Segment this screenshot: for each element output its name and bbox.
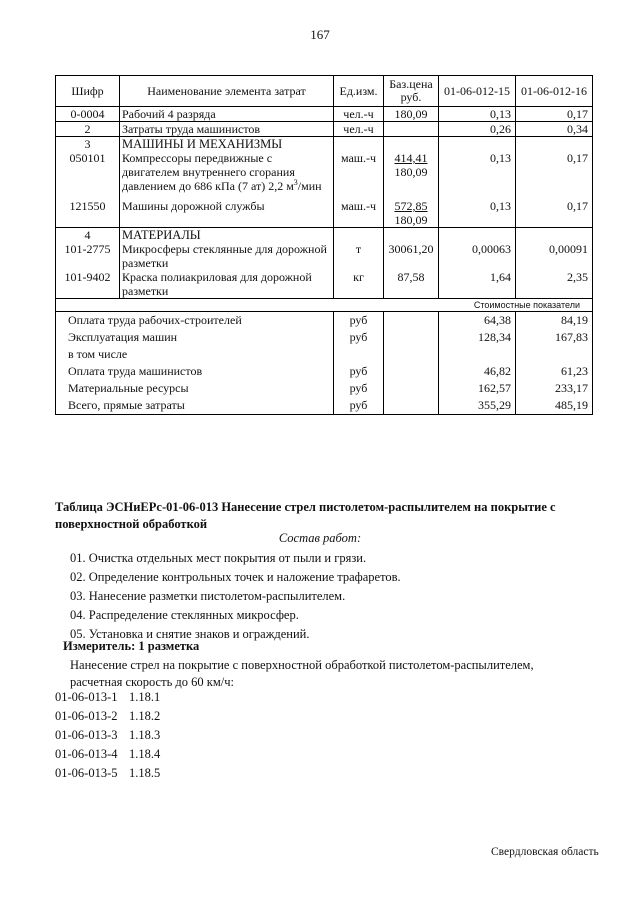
cell-value-2: 0,34 bbox=[516, 122, 593, 137]
cell-value-1: 0,13 bbox=[439, 107, 516, 122]
meter-label: Измеритель: 1 разметка bbox=[63, 639, 200, 653]
cell-name: Машины дорожной службы bbox=[120, 199, 334, 228]
cell-unit: чел.-ч bbox=[334, 107, 384, 122]
summary-unit: руб bbox=[334, 363, 384, 380]
summary-value-2: 84,19 bbox=[516, 312, 593, 330]
summary-label: в том числе bbox=[56, 346, 334, 363]
cell-code: 101-2775 bbox=[56, 242, 120, 270]
section-row bbox=[56, 137, 593, 152]
cell-name: Краска полиакриловая для дорожной разметки bbox=[120, 270, 334, 299]
summary-row bbox=[56, 380, 593, 397]
cell-name-tail: /мин bbox=[297, 179, 322, 193]
header-code: Шифр bbox=[56, 76, 120, 107]
code-item bbox=[55, 726, 160, 745]
header-name: Наименование элемента затрат bbox=[120, 76, 334, 107]
work-composition-heading: Состав работ: bbox=[278, 531, 362, 545]
table-row bbox=[56, 199, 593, 228]
cell-value-2: 0,17 bbox=[516, 199, 593, 228]
cell-unit: маш.-ч bbox=[334, 151, 384, 199]
cell-price bbox=[384, 151, 439, 199]
summary-row bbox=[56, 363, 593, 380]
cell-code: 121550 bbox=[56, 199, 120, 228]
summary-label: Всего, прямые затраты bbox=[56, 397, 334, 415]
cell-price-secondary: 180,09 bbox=[394, 165, 428, 179]
cell-price: 30061,20 bbox=[384, 242, 439, 270]
header-col1: 01-06-012-15 bbox=[439, 76, 516, 107]
code: 01-06-013-3 bbox=[55, 728, 118, 742]
page-number: 167 bbox=[310, 27, 330, 42]
list-item: 03. Нанесение разметки пистолетом-распылителем. bbox=[70, 589, 346, 603]
list-item: 05. Установка и снятие знаков и ограждений. bbox=[70, 627, 310, 641]
code: 01-06-013-4 bbox=[55, 747, 118, 761]
code: 01-06-013-1 bbox=[55, 690, 118, 704]
table-row bbox=[56, 122, 593, 137]
cell-value-1: 0,13 bbox=[439, 151, 516, 199]
cell-value-1: 0,13 bbox=[439, 199, 516, 228]
summary-label: Эксплуатация машин bbox=[56, 329, 334, 346]
summary-row bbox=[56, 397, 593, 415]
code-list bbox=[55, 688, 160, 783]
cell-value-1: 0,00063 bbox=[439, 242, 516, 270]
description: Нанесение стрел на покрытие с поверхностной обработкой пистолетом-распылителем, расчетная скорость до 60 км/ч: bbox=[70, 658, 534, 689]
cell-price: 87,58 bbox=[384, 270, 439, 299]
footer-region: Свердловская область bbox=[491, 846, 599, 858]
section-code: 4 bbox=[56, 228, 120, 243]
cell-value-2: 0,17 bbox=[516, 151, 593, 199]
summary-value-2: 485,19 bbox=[516, 397, 593, 415]
cell-value-1: 0,26 bbox=[439, 122, 516, 137]
code-item bbox=[55, 745, 160, 764]
table-row bbox=[56, 270, 593, 299]
list-item: 04. Распределение стеклянных микросфер. bbox=[70, 608, 299, 622]
section-title: МАТЕРИАЛЫ bbox=[120, 228, 334, 243]
summary-unit: руб bbox=[334, 312, 384, 330]
resource-cost-table bbox=[55, 75, 593, 415]
cost-indicators-label: Стоимостные показатели bbox=[56, 299, 593, 312]
section-code: 3 bbox=[56, 137, 120, 152]
table-row bbox=[56, 242, 593, 270]
list-item: 01. Очистка отдельных мест покрытия от пыли и грязи. bbox=[70, 551, 367, 565]
code-ref: 1.18.3 bbox=[129, 728, 161, 742]
code-item bbox=[55, 764, 160, 783]
code-ref: 1.18.2 bbox=[129, 709, 161, 723]
summary-unit: руб bbox=[334, 329, 384, 346]
code: 01-06-013-2 bbox=[55, 709, 118, 723]
section-title: МАШИНЫ И МЕХАНИЗМЫ bbox=[120, 137, 334, 152]
code-ref: 1.18.5 bbox=[129, 766, 161, 780]
cell-unit: маш.-ч bbox=[334, 199, 384, 228]
work-list bbox=[70, 549, 401, 644]
cell-price-secondary: 180,09 bbox=[394, 213, 428, 227]
cell-unit: кг bbox=[334, 270, 384, 299]
summary-label: Оплата труда машинистов bbox=[56, 363, 334, 380]
summary-value-2: 233,17 bbox=[516, 380, 593, 397]
code-ref: 1.18.1 bbox=[129, 690, 161, 704]
summary-value-2: 167,83 bbox=[516, 329, 593, 346]
cell-value-2: 0,17 bbox=[516, 107, 593, 122]
summary-value-2: 61,23 bbox=[516, 363, 593, 380]
section-title: Таблица ЭСНиЕРс-01-06-013 Нанесение стрел пистолетом-распылителем на покрытие с поверхностной обработкой bbox=[55, 500, 556, 531]
summary-value-1: 64,38 bbox=[439, 312, 516, 330]
header-unit: Ед.изм. bbox=[334, 76, 384, 107]
cell-code: 101-9402 bbox=[56, 270, 120, 299]
cell-price-main: 414,41 bbox=[394, 151, 428, 165]
summary-value-1: 128,34 bbox=[439, 329, 516, 346]
code-ref: 1.18.4 bbox=[129, 747, 161, 761]
cell-code: 050101 bbox=[56, 151, 120, 199]
cell-value-1: 1,64 bbox=[439, 270, 516, 299]
cell-price bbox=[384, 199, 439, 228]
section-row bbox=[56, 228, 593, 243]
summary-unit: руб bbox=[334, 397, 384, 415]
cost-indicators-row bbox=[56, 299, 593, 312]
summary-row bbox=[56, 312, 593, 330]
cell-value-2: 0,00091 bbox=[516, 242, 593, 270]
header-col2: 01-06-012-16 bbox=[516, 76, 593, 107]
cell-name-superscript: 3 bbox=[293, 178, 298, 187]
cell-name: Затраты труда машинистов bbox=[120, 122, 334, 137]
summary-row bbox=[56, 346, 593, 363]
cell-unit: т bbox=[334, 242, 384, 270]
cell-name: Рабочий 4 разряда bbox=[120, 107, 334, 122]
cell-price: 180,09 bbox=[384, 107, 439, 122]
summary-label: Оплата труда рабочих-строителей bbox=[56, 312, 334, 330]
cell-price-main: 572,85 bbox=[394, 199, 428, 213]
cell-code: 2 bbox=[56, 122, 120, 137]
summary-value-1: 355,29 bbox=[439, 397, 516, 415]
cell-unit: чел.-ч bbox=[334, 122, 384, 137]
summary-label: Материальные ресурсы bbox=[56, 380, 334, 397]
table-header-row bbox=[56, 76, 593, 107]
summary-value-1: 46,82 bbox=[439, 363, 516, 380]
cell-name: Микросферы стеклянные для дорожной разметки bbox=[120, 242, 334, 270]
summary-unit: руб bbox=[334, 380, 384, 397]
code: 01-06-013-5 bbox=[55, 766, 118, 780]
code-item bbox=[55, 707, 160, 726]
header-base-price: Баз.цена руб. bbox=[384, 76, 439, 107]
list-item: 02. Определение контрольных точек и наложение трафаретов. bbox=[70, 570, 401, 584]
summary-value-1: 162,57 bbox=[439, 380, 516, 397]
table-row bbox=[56, 151, 593, 199]
cell-name bbox=[120, 151, 334, 199]
table-row bbox=[56, 107, 593, 122]
code-item bbox=[55, 688, 160, 707]
cell-code: 0-0004 bbox=[56, 107, 120, 122]
summary-row bbox=[56, 329, 593, 346]
cell-value-2: 2,35 bbox=[516, 270, 593, 299]
cell-name-text: Компрессоры передвижные с двигателем внутреннего сгорания давлением до 686 кПа (7 ат) 2,2 м bbox=[122, 151, 295, 193]
